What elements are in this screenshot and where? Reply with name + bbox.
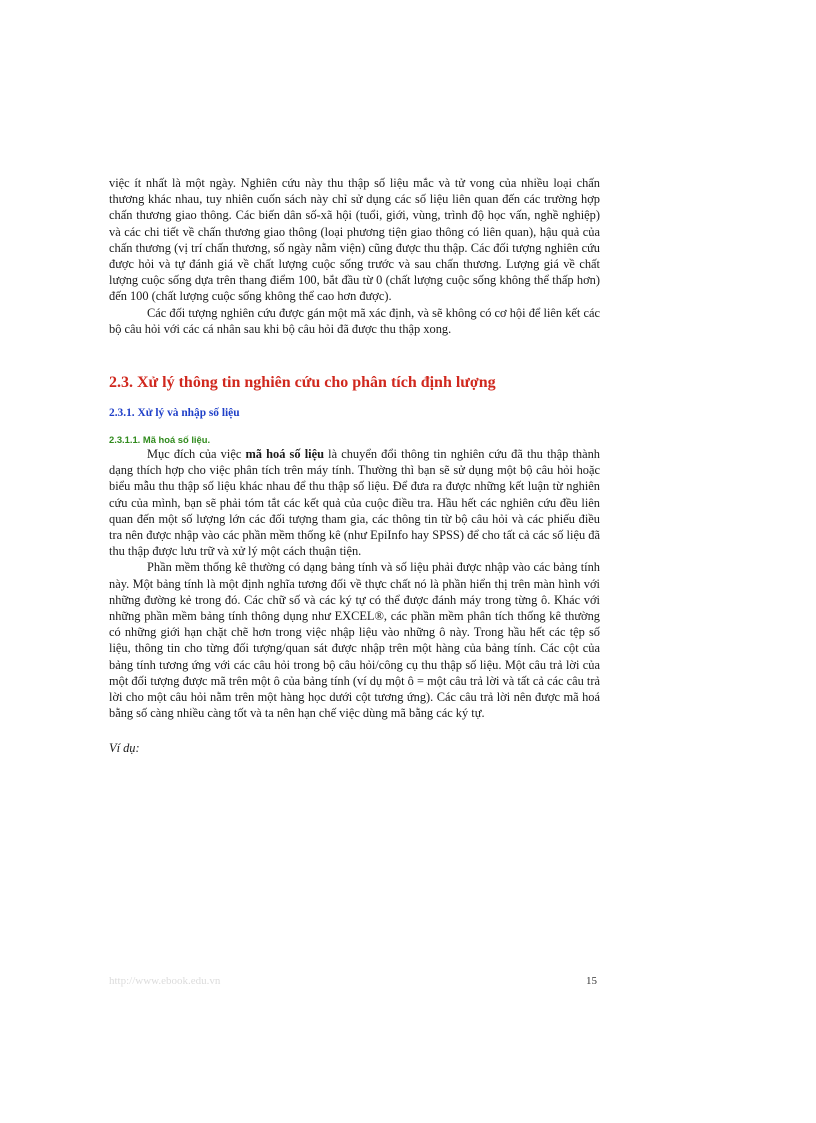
subsubsection-heading: 2.3.1.1. Mã hoá số liệu. xyxy=(109,434,211,446)
example-label: Ví dụ: xyxy=(109,741,140,756)
page-number: 15 xyxy=(586,975,597,987)
page-content xyxy=(109,175,600,756)
paragraph-data-coding-start: Mục đích của việc xyxy=(147,447,246,462)
paragraph-data-coding-rest: là chuyển đổi thông tin nghiên cứu đã thu thập thành dạng thích hợp cho việc phân tích trên máy tính. Thường thì bạn sẽ sử dụng một bộ câu hỏi hoặc biểu mẫu thu thập số liệu khác nhau để thu thập số liệu. Để đưa ra được những kết luận từ nghiên cứu của mình, bạn sẽ phải tóm tắt các kết quả của cuộc điều tra. Hầu hết các nghiên cứu đều liên quan đến một số lượng lớn các đối tượng tham gia, các thông tin từ bộ câu hỏi và các phiếu điều tra nên được nhập vào các phần mềm thống kê (như EpiInfo hay SPSS) để cho tất cả các số liệu đã thu thập được lưu trữ và xử lý một cách thuận tiện. xyxy=(109,447,600,559)
bold-term: mã hoá số liệu xyxy=(245,447,324,462)
footer-url-link[interactable]: http://www.ebook.edu.vn xyxy=(109,975,221,987)
paragraph-data-coding xyxy=(109,446,600,559)
paragraph-spreadsheet: Phần mềm thống kê thường có dạng bảng tính và số liệu phải được nhập vào các bảng tính này. Một bảng tính là một định nghĩa tương đối về thực chất nó là phần hiển thị trên màn hình với những đường kẻ trong đó. Các chữ số và các ký tự có thể được đánh máy trong từng ô. Khác với những phần mềm bảng tính thông dụng như EXCEL®, các phần mềm phân tích thống kê thường có những giới hạn chặt chẽ hơn trong việc nhập liệu vào những ô này. Trong hầu hết các tệp số liệu, thông tin cho từng đối tượng/quan sát được nhập trên một hàng của bảng tính. Các cột của bảng tính tương ứng với các câu hỏi trong bộ câu hỏi/công cụ thu thập số liệu. Một câu trả lời của một đối tượng được mã trên một ô của bảng tính (ví dụ một ô = một câu trả lời và tất cả các câu trả lời cho một câu hỏi nằm trên một hàng học dưới cột tương ứng). Các câu trả lời nên được mã hoá bằng số càng nhiều càng tốt và ta nên hạn chế việc dùng mã bằng các ký tự. xyxy=(109,560,600,721)
subsection-heading: 2.3.1. Xử lý và nhập số liệu xyxy=(109,407,240,420)
paragraph-intro-continued: việc ít nhất là một ngày. Nghiên cứu này thu thập số liệu mắc và tử vong của nhiều loại chấn thương khác nhau, tuy nhiên cuốn sách này chỉ sử dụng các số liệu liên quan đến các trường hợp chấn thương giao thông. Các biến dân số-xã hội (tuổi, giới, vùng, trình độ học vấn, nghề nghiệp) và các chi tiết về chấn thương giao thông (loại phương tiện giao thông có liên quan), hậu quả của chấn thương (vị trí chấn thương, số ngày nằm viện) cũng được thu thập. Các đối tượng nghiên cứu được hỏi và tự đánh giá về chất lượng cuộc sống trước và sau chấn thương. Lượng giá về chất lượng cuộc sống dựa trên thang điểm 100, bắt đầu từ 0 (chất lượng cuộc sống không thể thấp hơn) đến 100 (chất lượng cuộc sống không thể cao hơn được). xyxy=(109,176,600,304)
section-heading: 2.3. Xử lý thông tin nghiên cứu cho phân tích định lượng xyxy=(109,374,496,392)
paragraph-coding-subjects: Các đối tượng nghiên cứu được gán một mã xác định, và sẽ không có cơ hội để liên kết các bộ câu hỏi với các cá nhân sau khi bộ câu hỏi đã được thu thập xong. xyxy=(109,305,600,336)
